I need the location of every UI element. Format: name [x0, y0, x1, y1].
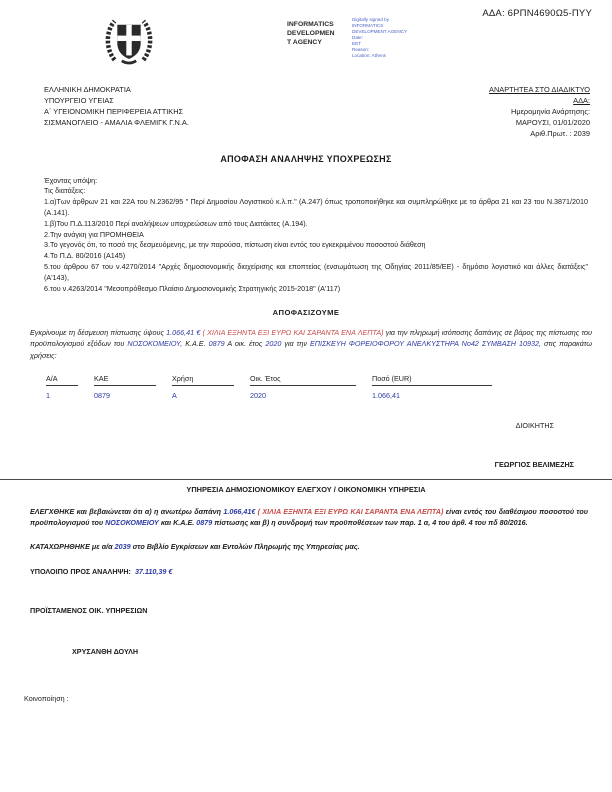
notification-label: Κοινοποίηση : — [24, 694, 69, 704]
digital-signature-stamp — [352, 17, 432, 59]
posting-date-value: ΜΑΡΟΥΣΙ, 01/01/2020 — [515, 118, 590, 128]
finance-head-name: ΧΡΥΣΑΝΘΗ ΔΟΥΛΗ — [72, 647, 139, 657]
provision-item: 2.Την ανάγκη για ΠΡΟΜΗΘΕΙΑ — [44, 229, 144, 239]
posting-block — [489, 84, 590, 140]
table-header-row — [46, 374, 492, 386]
signature-line: Reason: — [352, 46, 370, 52]
protocol-number: Αριθ.Πρωτ. : 2039 — [530, 129, 590, 139]
finance-heading: ΥΠΗΡΕΣΙΑ ΔΗΜΟΣΙΟΝΟΜΙΚΟΥ ΕΛΕΓΧΟΥ / ΟΙΚΟΝΟΜΙΚΗ ΥΠΗΡΕΣΙΑ — [186, 484, 426, 494]
approval-text: για την πληρωμή ισόποσης δαπάνης σε βάρος της πίστωσης του προϋπολογισμού εξόδων του — [30, 328, 592, 349]
kae-code: 0879 — [208, 339, 225, 349]
preamble-having-regard: Έχοντας υπόψη: — [44, 175, 98, 185]
purpose-text: ΕΠΙΣΚΕΥΗ ΦΟΡΕΙΟΦΟΡΟΥ ΑΝΕΛΚΥΣΤΗΡΑ Νο42 ΣΥΜΒΑΣΗ 10932 — [309, 339, 540, 349]
provision-item: 1.α)Των άρθρων 21 και 22Α του Ν.2362/95 " Περί Δημοσίου Λογιστικού κ.λ.π." (Α.247) όπως τροποποιήθηκε και συμπληρώθηκε με τα άρθρα 21 και 23 του Ν.3871/2010 (Α.141). — [44, 197, 588, 217]
hospital-name: ΝΟΣΟΚΟΜΕΙΟΥ — [127, 339, 181, 349]
posting-date-label: Ημερομηνία Ανάρτησης: — [510, 107, 590, 117]
approval-text: Α οικ. έτος — [224, 339, 266, 349]
balance-label: ΥΠΟΛΟΙΠΟ ΠΡΟΣ ΑΝΑΛΗΨΗ: — [30, 567, 131, 577]
signature-line: INFORMATICS — [352, 22, 384, 28]
registered-line — [30, 542, 588, 551]
finance-head-role: ΠΡΟΪΣΤΑΜΕΝΟΣ ΟΙΚ. ΥΠΗΡΕΣΙΩΝ — [30, 606, 148, 616]
signature-line: Date: — [352, 34, 363, 40]
issuer-line: ΕΛΛΗΝΙΚΗ ΔΗΜΟΚΡΑΤΙΑ — [44, 85, 131, 94]
ida-stamp-line: INFORMATICS — [287, 21, 334, 28]
preamble-provisions: Τις διατάξεις: — [44, 186, 86, 196]
cell-etos: 2020 — [250, 390, 266, 400]
registered-text: στο Βιβλίο Εγκρίσεων και Εντολών Πληρωμής της Υπηρεσίας μας. — [130, 542, 360, 552]
registered-text: ΚΑΤΑΧΩΡΗΘΗΚΕ με α/α — [30, 542, 115, 552]
checked-paragraph — [30, 506, 588, 528]
checked-amount-value: 1.066,41€ — [223, 506, 256, 516]
checked-hospital-name: ΝΟΣΟΚΟΜΕΙΟΥ — [105, 517, 159, 527]
checked-amount-words: ( ΧΙΛΙΑ ΕΞΗΝΤΑ ΕΞΙ ΕΥΡΩ ΚΑΙ ΣΑΡΑΝΤΑ ΕΝΑ ΛΕΠΤΑ) — [255, 506, 444, 516]
issuer-block — [44, 84, 189, 140]
approval-paragraph — [30, 327, 592, 360]
preamble — [44, 176, 588, 295]
checked-kae-code: 0879 — [196, 517, 213, 527]
ada-code: ΑΔΑ: 6ΡΠΝ4690Ω5-ΠΥΥ — [482, 8, 592, 19]
issuer-line: Α΄ ΥΓΕΙΟΝΟΜΙΚΗ ΠΕΡΙΦΕΡΕΙΑ ΑΤΤΙΚΗΣ — [44, 107, 184, 117]
amount-value: 1.066,41 € — [166, 328, 203, 338]
ida-agency-stamp — [287, 20, 335, 48]
signature-line: Location: Athens — [352, 52, 386, 58]
director-name: ΓΕΩΡΓΙΟΣ ΒΕΛΙΜΕΖΗΣ — [494, 459, 574, 469]
cell-xrisi: Α — [172, 390, 177, 400]
greek-coat-of-arms-icon — [102, 14, 156, 73]
col-header-poso: Ποσό (EUR) — [372, 374, 492, 386]
provision-item: 4.Το Π.Δ. 80/2016 (Α145) — [44, 251, 126, 261]
col-header-kae: ΚΑΕ — [94, 374, 156, 386]
ida-stamp-line: T AGENCY — [287, 39, 322, 47]
provision-item: 5.του άρθρου 67 του ν.4270/2014 "Αρχές δημοσιονομικής διαχείρισης και εποπτείας (ενσωμάτωση της Οδηγίας 2011/85/ΕΕ) - δημόσιο λογιστικό και άλλες διατάξεις" (Α'143), — [44, 261, 588, 282]
decision-heading: ΑΠΟΦΑΣΙΖΟΥΜΕ — [272, 308, 340, 318]
checked-text: ΕΛΕΓΧΘΗΚΕ και βεβαιώνεται ότι α) η ανωτέρω δαπάνη — [30, 506, 224, 516]
cell-aa: 1 — [46, 390, 50, 400]
director-role: ΔΙΟΙΚΗΤΗΣ — [515, 420, 554, 430]
issuer-line: ΣΙΣΜΑΝΟΓΛΕΙΟ - ΑΜΑΛΙΑ ΦΛΕΜΙΓΚ Γ.Ν.Α. — [44, 118, 189, 128]
checked-text: είναι εντός του διαθέσιμου ποσοστού του προϋπολογισμού του — [30, 506, 588, 527]
checked-text: πίστωσης και β) η συνδρομή των προϋποθέσεων των παρ. 1 α, 4 του άρθ. 4 του πδ 80/2016. — [212, 517, 528, 527]
document-title: ΑΠΟΦΑΣΗ ΑΝΑΛΗΨΗΣ ΥΠΟΧΡΕΩΣΗΣ — [220, 153, 392, 164]
provision-item: 1.β)Του Π.Δ.113/2010 Περί αναλήψεων υποχρεώσεων από τους Διατάκτες (Α.194). — [44, 218, 308, 228]
signature-line: DEVELOPMENT AGENCY — [352, 28, 408, 34]
signature-line: Digitally signed by — [352, 17, 390, 22]
cell-poso: 1.066,41 — [372, 390, 400, 400]
col-header-etos: Οικ. Έτος — [250, 374, 356, 386]
posting-ada-label: ΑΔΑ: — [573, 96, 590, 106]
section-divider — [0, 479, 612, 480]
approval-text: Εγκρίνουμε τη δέσμευση πίστωσης ύψους — [30, 328, 167, 338]
col-header-aa: Α/Α — [46, 374, 78, 386]
uses-table — [30, 371, 508, 403]
checked-text: και Κ.Α.Ε. — [158, 517, 197, 527]
balance-line — [30, 567, 588, 576]
provision-item: 6.του ν.4263/2014 "Μεσοπρόθεσμο Πλαίσιο Δημοσιονομικής Στρατηγικής 2015-2018" (Α'117) — [44, 283, 341, 293]
approval-text: για την — [281, 339, 310, 349]
fiscal-year: 2020 — [265, 339, 282, 349]
issuer-line: ΥΠΟΥΡΓΕΙΟ ΥΓΕΙΑΣ — [44, 96, 114, 106]
ida-stamp-line: DEVELOPMEN — [287, 30, 335, 38]
provision-item: 3.Το γεγονός ότι, το ποσό της δεσμευόμενης, με την παρούσα, πίστωση είναι εντός του εγκεκριμένου ποσοστού διάθεση — [44, 240, 426, 250]
approval-text: , Κ.Α.Ε. — [180, 339, 209, 349]
posting-anartitea: ΑΝΑΡΤΗΤΕΑ ΣΤΟ ΔΙΑΔΙΚΤΥΟ — [489, 85, 590, 94]
table-row — [46, 389, 492, 400]
balance-value: 37.110,39 € — [134, 567, 173, 577]
col-header-xrisi: Χρήση — [172, 374, 234, 386]
cell-kae: 0879 — [94, 390, 110, 400]
amount-words: ( ΧΙΛΙΑ ΕΞΗΝΤΑ ΕΞΙ ΕΥΡΩ ΚΑΙ ΣΑΡΑΝΤΑ ΕΝΑ ΛΕΠΤΑ) — [202, 328, 384, 338]
registered-number: 2039 — [114, 542, 131, 552]
signature-line: EET — [352, 40, 361, 46]
approval-text: , στις παρακάτω χρήσεις: — [30, 339, 592, 360]
